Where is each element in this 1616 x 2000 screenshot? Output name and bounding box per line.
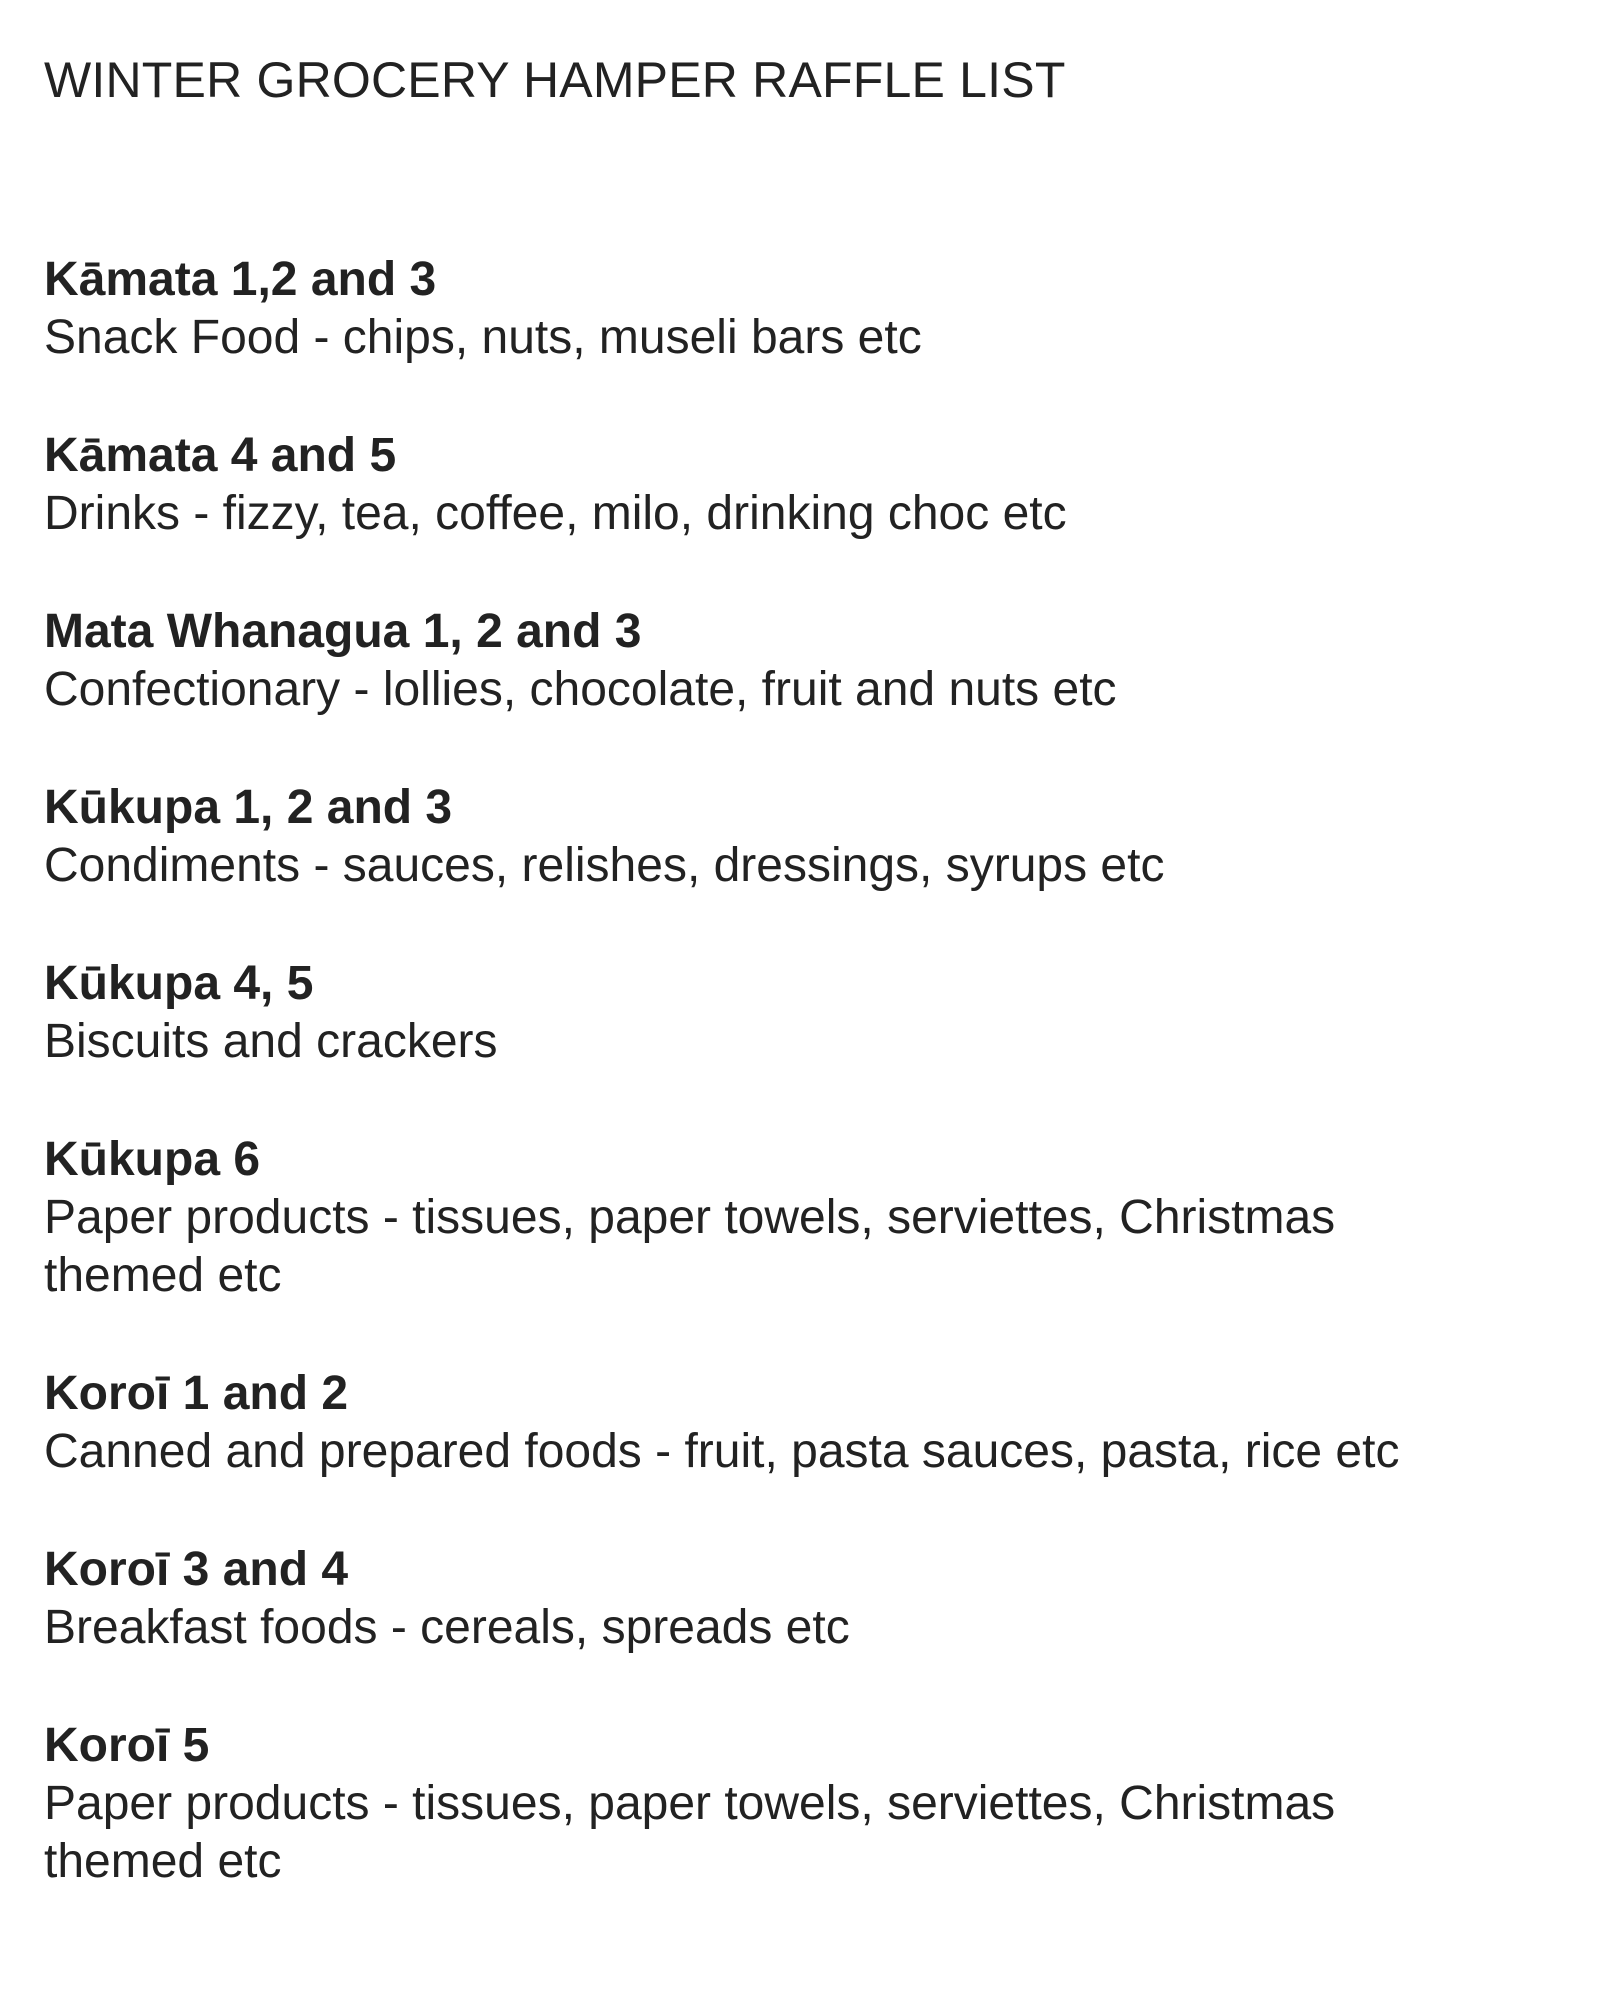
section-block <box>44 603 1564 719</box>
section-block <box>44 1717 1564 1891</box>
section-description: Paper products - tissues, paper towels, serviettes, Christmas themed etc <box>44 1191 1336 1302</box>
section-description: Biscuits and crackers <box>44 1015 498 1068</box>
section-description: Confectionary - lollies, chocolate, fruit and nuts etc <box>44 663 1117 716</box>
section-block <box>44 955 1564 1071</box>
document-title: WINTER GROCERY HAMPER RAFFLE LIST <box>44 52 1066 108</box>
section-description: Snack Food - chips, nuts, museli bars etc <box>44 311 922 364</box>
section-list <box>44 251 1564 1891</box>
section-heading: Kūkupa 4, 5 <box>44 957 314 1010</box>
section-heading: Koroī 1 and 2 <box>44 1367 349 1420</box>
section-description: Breakfast foods - cereals, spreads etc <box>44 1601 850 1654</box>
section-block <box>44 779 1564 895</box>
section-block <box>44 1365 1564 1481</box>
section-description: Condiments - sauces, relishes, dressings, syrups etc <box>44 839 1165 892</box>
document-page <box>44 50 1564 1951</box>
section-heading: Kūkupa 1, 2 and 3 <box>44 781 453 834</box>
section-heading: Koroī 5 <box>44 1719 210 1772</box>
section-heading: Kāmata 4 and 5 <box>44 429 397 482</box>
section-block <box>44 427 1564 543</box>
section-block <box>44 1541 1564 1657</box>
section-description: Paper products - tissues, paper towels, serviettes, Christmas themed etc <box>44 1777 1336 1888</box>
section-description: Drinks - fizzy, tea, coffee, milo, drinking choc etc <box>44 487 1067 540</box>
section-heading: Kāmata 1,2 and 3 <box>44 253 437 306</box>
section-description: Canned and prepared foods - fruit, pasta sauces, pasta, rice etc <box>44 1425 1400 1478</box>
section-heading: Mata Whanagua 1, 2 and 3 <box>44 605 642 658</box>
section-block <box>44 251 1564 367</box>
section-block <box>44 1131 1564 1305</box>
section-heading: Kūkupa 6 <box>44 1133 261 1186</box>
section-heading: Koroī 3 and 4 <box>44 1543 349 1596</box>
